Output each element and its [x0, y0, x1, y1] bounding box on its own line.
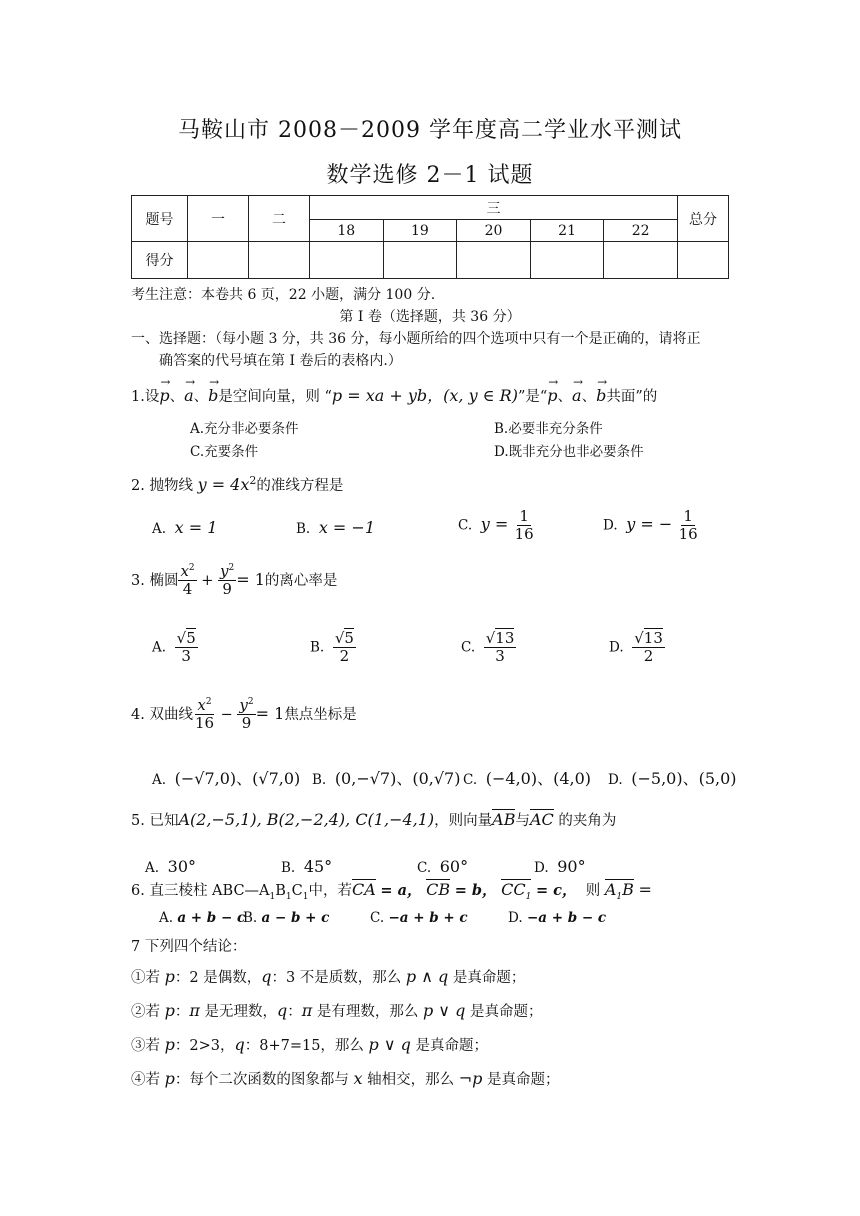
table-col-part3: 三 — [310, 196, 678, 220]
table-subcol: 22 — [604, 220, 678, 242]
score-cell — [604, 242, 678, 279]
table-header-score: 得分 — [132, 242, 188, 279]
table-col-part2: 二 — [249, 196, 310, 242]
question-7-title: 7 下列四个结论： — [131, 939, 247, 955]
q5-option-a: A. 30° — [145, 857, 196, 876]
q3-option-a: A. $\frac{√5}{3}$ — [152, 629, 196, 666]
table-subcol: 18 — [310, 220, 384, 242]
q2-option-a: A. x = 1 — [152, 518, 218, 537]
score-cell — [383, 242, 457, 279]
question-1: 1.设 → p、 → a、 → b是空间向量，则 “p = xa + yb，(x, y ∈ R)”是“ → p、 → a、 → b共面”的 — [131, 375, 658, 405]
table-col-part1: 一 — [188, 196, 249, 242]
exam-notice: 考生注意：本卷共 6 页，22 小题，满分 100 分. — [131, 287, 436, 303]
part1-title: 第 I 卷（选择题，共 36 分） — [339, 309, 521, 325]
q4-option-d: D. (−5,0)、(5,0) — [608, 769, 737, 788]
question-5: 5. 已知A(2,−5,1), B(2,−2,4), C(1,−4,1)，则向量AB与AC 的夹角为 — [131, 810, 617, 829]
q6-option-c: C. −a + b + c — [370, 910, 468, 926]
q7-statement-1: ①若 p：2 是偶数，q：3 不是质数，那么 p ∧ q 是真命题； — [131, 967, 526, 986]
q7-statement-3: ③若 p：2>3，q：8+7=15，那么 p ∨ q 是真命题； — [131, 1035, 489, 1054]
q2-option-b: B. x = −1 — [296, 518, 375, 537]
q1-option-b: B.必要非充分条件 — [494, 421, 603, 437]
q1-option-c: C.充要条件 — [190, 444, 259, 460]
q5-option-b: B. 45° — [281, 857, 333, 876]
q1-formula: p = xa + yb，(x, y ∈ R) — [331, 386, 518, 405]
question-6: 6. 直三棱柱 $ABC—A_1B_1C_1$中，若CA = a， CB = b， $CC_1 = c$， 则 $A_1B$ = — [131, 880, 652, 903]
q7-statement-2: ②若 p：π 是无理数，q：π 是有理数，那么 p ∨ q 是真命题； — [131, 1001, 543, 1020]
q4-option-c: C. (−4,0)、(4,0) — [463, 769, 592, 788]
score-cell — [310, 242, 384, 279]
table-subcol: 20 — [457, 220, 531, 242]
q1-option-d: D.既非充分也非必要条件 — [494, 444, 644, 460]
score-table — [131, 195, 729, 279]
q6-option-d: D. −a + b − c — [508, 910, 607, 926]
q3-option-c: C. $\frac{√13}{3}$ — [461, 629, 515, 666]
score-cell — [249, 242, 310, 279]
question-2: 2. 抛物线 $y = 4x^2$的准线方程是 — [131, 474, 344, 494]
q3-option-d: D. $\frac{√13}{2}$ — [609, 629, 663, 666]
q2-option-c: C. y = $\frac{1}{16}$ — [458, 507, 534, 544]
section1-instructions-line2: 确答案的代号填在第 I 卷后的表格内.） — [159, 353, 402, 369]
q6-option-b: B. a − b + c — [243, 910, 330, 926]
q2-option-d: D. y = − $\frac{1}{16}$ — [603, 507, 698, 544]
table-subcol: 21 — [530, 220, 604, 242]
q4-option-b: B. (0,−√7)、(0,√7) — [312, 769, 461, 788]
score-cell — [457, 242, 531, 279]
q3-option-b: B. $\frac{√5}{2}$ — [310, 629, 354, 666]
q4-option-a: A. (−√7,0)、(√7,0) — [152, 769, 301, 788]
q1-option-a: A.充分非必要条件 — [190, 421, 299, 437]
score-cell — [188, 242, 249, 279]
q5-option-c: C. 60° — [417, 857, 469, 876]
table-col-total: 总分 — [678, 196, 729, 242]
table-subcol: 19 — [383, 220, 457, 242]
score-cell — [678, 242, 729, 279]
section1-instructions-line1: 一、选择题：（每小题 3 分，共 36 分，每小题所给的四个选项中只有一个是正确的，请将正 — [131, 331, 701, 347]
q5-option-d: D. 90° — [534, 857, 586, 876]
score-cell — [530, 242, 604, 279]
exam-title: 马鞍山市 2008－2009 学年度高二学业水平测试 — [178, 118, 682, 143]
table-header-question-no: 题号 — [132, 196, 188, 242]
exam-subtitle: 数学选修 2－1 试题 — [326, 163, 534, 188]
q6-option-a: A. a + b − c — [159, 910, 246, 926]
q7-statement-4: ④若 p：每个二次函数的图象都与 x 轴相交，那么 ¬p 是真命题； — [131, 1069, 560, 1088]
question-4: 4. 双曲线 $\frac{x^2}{16}$ − $\frac{y^2}{9}$ = 1焦点坐标是 — [131, 696, 357, 733]
question-3: 3. 椭圆 $\frac{x^2}{4}$ + $\frac{y^2}{9}$ = 1的离心率是 — [131, 562, 338, 599]
